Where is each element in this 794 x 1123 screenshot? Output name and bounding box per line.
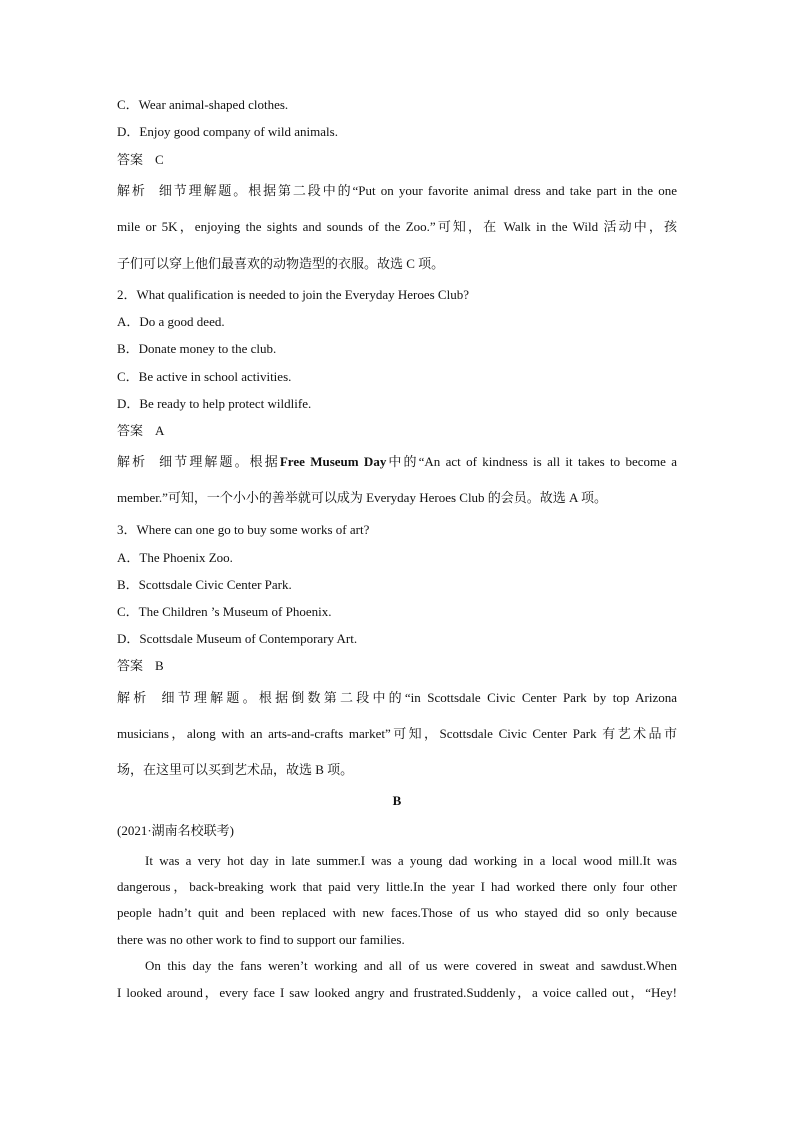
q1-analysis-line-1	[117, 182, 677, 200]
q1-analysis-line-3: 子们可以穿上他们最喜欢的动物造型的衣服。故选 C 项。	[117, 256, 445, 271]
q2-option-a: A．Do a good deed.	[117, 314, 225, 329]
passage-p1-line-1: It was a very hot day in late summer.I was a young dad working in a local wood mill.It was	[145, 853, 677, 868]
q3-question: 3．Where can one go to buy some works of art?	[117, 522, 370, 537]
analysis-label: 解析	[117, 690, 150, 705]
q3-option-b: B．Scottsdale Civic Center Park.	[117, 577, 292, 592]
q2-option-d: D．Be ready to help protect wildlife.	[117, 396, 312, 411]
passage-p2-line-1: On this day the fans weren’t working and all of us were covered in sweat and sawdust.When	[145, 958, 677, 973]
analysis-text-b: 中的“An act of kindness is all it takes to become a	[386, 454, 677, 469]
q1-answer	[117, 151, 164, 169]
q1-option-c: C．Wear animal-shaped clothes.	[117, 97, 289, 112]
q2-question: 2．What qualification is needed to join the Everyday Heroes Club?	[117, 287, 469, 302]
answer-value: B	[155, 658, 164, 673]
q3-option-c: C．The Children ’s Museum of Phoenix.	[117, 604, 332, 619]
analysis-label: 解析	[117, 454, 148, 469]
passage-p1-line-2: dangerous，back-breaking work that paid very little.In the year I had worked there only four other	[117, 879, 677, 894]
q3-analysis-line-3: 场，在这里可以买到艺术品，故选 B 项。	[117, 762, 354, 777]
q2-analysis-line-1	[117, 453, 677, 471]
passage-p2-line-2: I looked around，every face I saw looked angry and frustrated.Suddenly，a voice called out，“Hey!	[117, 985, 677, 1000]
section-heading: B	[392, 793, 402, 808]
answer-value: C	[155, 152, 164, 167]
answer-value: A	[155, 423, 165, 438]
analysis-text: 细节理解题。根据第二段中的“Put on your favorite animal dress and take part in the one	[158, 183, 677, 198]
q3-option-a: A．The Phoenix Zoo.	[117, 550, 233, 565]
q3-analysis-line-1	[117, 689, 677, 707]
analysis-text-a: 细节理解题。根据	[159, 454, 280, 469]
passage-p1-line-4: there was no other work to find to support our families.	[117, 932, 405, 947]
passage-source: (2021·湖南名校联考)	[117, 823, 234, 838]
passage-p1-line-3: people hadn’t quit and been replaced with new faces.Those of us who stayed did so only because	[117, 905, 677, 920]
answer-label: 答案	[117, 152, 144, 167]
q3-analysis-line-2: musicians，along with an arts-and-crafts market”可知，Scottsdale Civic Center Park 有艺术品市	[117, 726, 677, 741]
q2-option-b: B．Donate money to the club.	[117, 341, 277, 356]
q3-option-d: D．Scottsdale Museum of Contemporary Art.	[117, 631, 358, 646]
q3-answer	[117, 657, 164, 675]
q1-option-d: D．Enjoy good company of wild animals.	[117, 124, 338, 139]
analysis-label: 解析	[117, 183, 147, 198]
answer-label: 答案	[117, 658, 144, 673]
q2-answer	[117, 422, 164, 440]
analysis-text-bold: Free Museum Day	[279, 454, 387, 469]
q2-option-c: C．Be active in school activities.	[117, 369, 292, 384]
analysis-text: 细节理解题。根据倒数第二段中的“in Scottsdale Civic Center Park by top Arizona	[161, 690, 677, 705]
q2-analysis-line-2: member.”可知，一个小小的善举就可以成为 Everyday Heroes Club 的会员。故选 A 项。	[117, 490, 607, 505]
answer-label: 答案	[117, 423, 144, 438]
q1-analysis-line-2: mile or 5K，enjoying the sights and sounds of the Zoo.”可知，在 Walk in the Wild 活动中，孩	[117, 219, 677, 234]
